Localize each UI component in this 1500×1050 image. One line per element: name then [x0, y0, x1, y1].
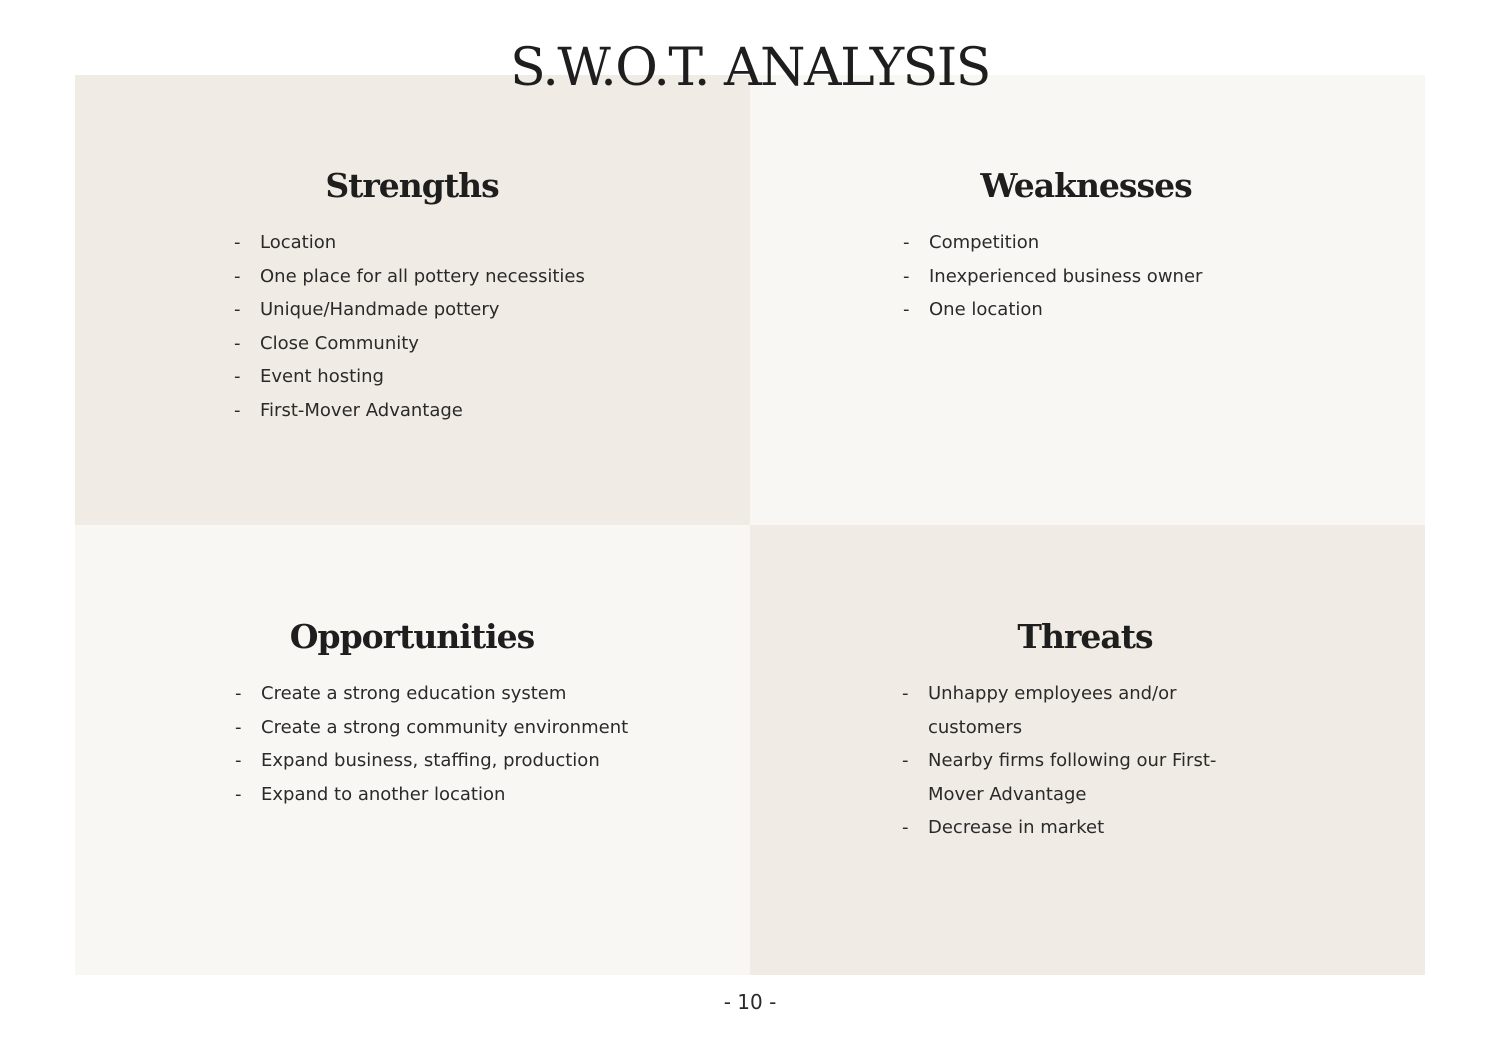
page-number: - 10 -: [723, 990, 777, 1014]
list-item: - Competition: [903, 226, 1202, 260]
opportunities-heading: Opportunities: [289, 617, 535, 656]
list-item: - One location: [903, 293, 1202, 327]
strengths-list: [234, 226, 585, 427]
list-item: - Create a strong community environment: [235, 711, 628, 745]
threats-list: [902, 677, 1262, 845]
list-item: - Nearby firms following our First-Mover Advantage: [902, 744, 1262, 811]
strengths-heading: Strengths: [325, 166, 499, 205]
list-item: - Unhappy employees and/or customers: [902, 677, 1262, 744]
page-title: S.W.O.T. ANALYSIS: [510, 38, 990, 98]
list-item: - Create a strong education system: [235, 677, 628, 711]
list-item: - Event hosting: [234, 360, 585, 394]
weaknesses-heading: Weaknesses: [980, 166, 1192, 205]
list-item: - Inexperienced business owner: [903, 260, 1202, 294]
threats-heading: Threats: [1017, 617, 1153, 656]
list-item: - One place for all pottery necessities: [234, 260, 585, 294]
list-item: - Expand business, staffing, production: [235, 744, 628, 778]
list-item: - Expand to another location: [235, 778, 628, 812]
opportunities-list: [235, 677, 628, 811]
list-item: - Close Community: [234, 327, 585, 361]
weaknesses-list: [903, 226, 1202, 327]
list-item: - Unique/Handmade pottery: [234, 293, 585, 327]
list-item: - Location: [234, 226, 585, 260]
list-item: - First-Mover Advantage: [234, 394, 585, 428]
list-item: - Decrease in market: [902, 811, 1262, 845]
